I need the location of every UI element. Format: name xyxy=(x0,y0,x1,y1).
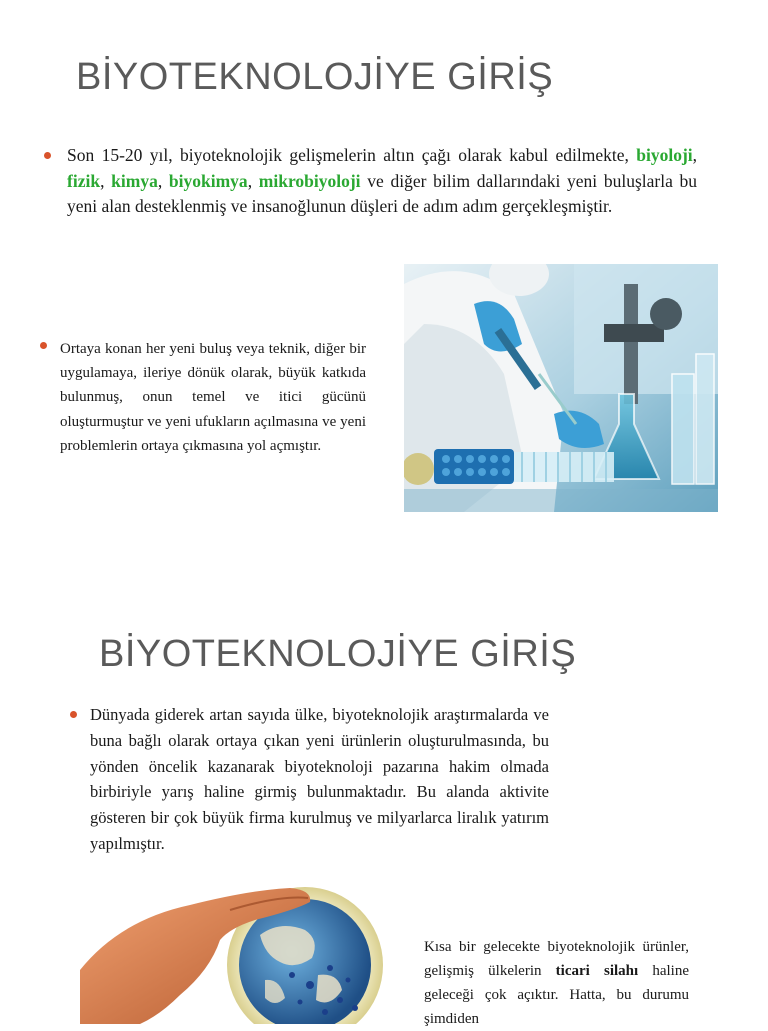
field-kimya: kimya xyxy=(111,170,158,191)
bullet-icon xyxy=(70,711,77,718)
section1-paragraph2: Ortaya konan her yeni buluş veya teknik, diğer bir uygulamaya, ileriye dönük olarak, büyük katkıda bulunmuş, onun temel ve itici gücünü oluşturmuştur ve yeni ufukların açılmasına ve yeni problemlerin ortaya çıkmasına yol açmıştır. xyxy=(60,341,366,454)
field-biyoloji: biyoloji xyxy=(636,145,693,165)
section2-paragraph2 xyxy=(424,935,689,1031)
paragraph2-bold: ticari silahı xyxy=(555,963,639,979)
paragraph1-rest: ve diğer bilim dallarındaki yeni buluşlarla bu yeni alan desteklenmiş ve insanoğlunun düşleri de adım adım gerçekleşmiştir. xyxy=(67,170,698,216)
laboratory-scientist-illustration xyxy=(404,264,718,512)
laboratory-image xyxy=(404,264,718,512)
section1-paragraph1: Son 15-20 yıl, biyoteknolojik gelişmelerin altın çağı olarak kabul edilmekte, biyoloji, fizik, kimya, biyokimya, mikrobiyoloji ve diğer bilim dallarındaki yeni buluşlarla bu yeni alan desteklenmiş ve insanoğlunun düşleri de adım adım gerçekleşmiştir. xyxy=(67,145,698,216)
field-mikrobiyoloji: mikrobiyoloji xyxy=(258,170,361,191)
paragraph2-before: Kısa bir gelecekte biyoteknolojik ürünler, gelişmiş ülkelerin xyxy=(424,939,689,979)
paragraph2-after: haline geleceği çok açıktır. Hatta, bu durumu şimdiden xyxy=(424,963,689,1027)
paragraph1-intro: Son 15-20 yıl, biyoteknolojik gelişmelerin altın çağı olarak kabul edilmekte, xyxy=(67,145,629,165)
field-biyokimya: biyokimya xyxy=(168,170,248,191)
section1-title: BİYOTEKNOLOJİYE GİRİŞ xyxy=(76,56,554,98)
globe-image xyxy=(80,880,400,1024)
hand-holding-globe-illustration xyxy=(80,880,400,1024)
section2-title: BİYOTEKNOLOJİYE GİRİŞ xyxy=(99,633,577,675)
field-fizik: fizik xyxy=(67,170,101,191)
section2-paragraph1: Dünyada giderek artan sayıda ülke, biyoteknolojik araştırmalarda ve buna bağlı olarak ortaya çıkan yeni ürünlerin oluşturulmasında, bu yönden öncelik kazanarak biyoteknoloji pazarına hakim olmada birbiriyle yarış haline girmiş bulunmaktadır. Bu alanda aktivite gösteren bir çok büyük firma kurulmuş ve milyarlarca liralık yatırım yapılmıştır. xyxy=(90,705,549,853)
bullet-icon xyxy=(40,342,47,349)
bullet-icon xyxy=(44,152,51,159)
